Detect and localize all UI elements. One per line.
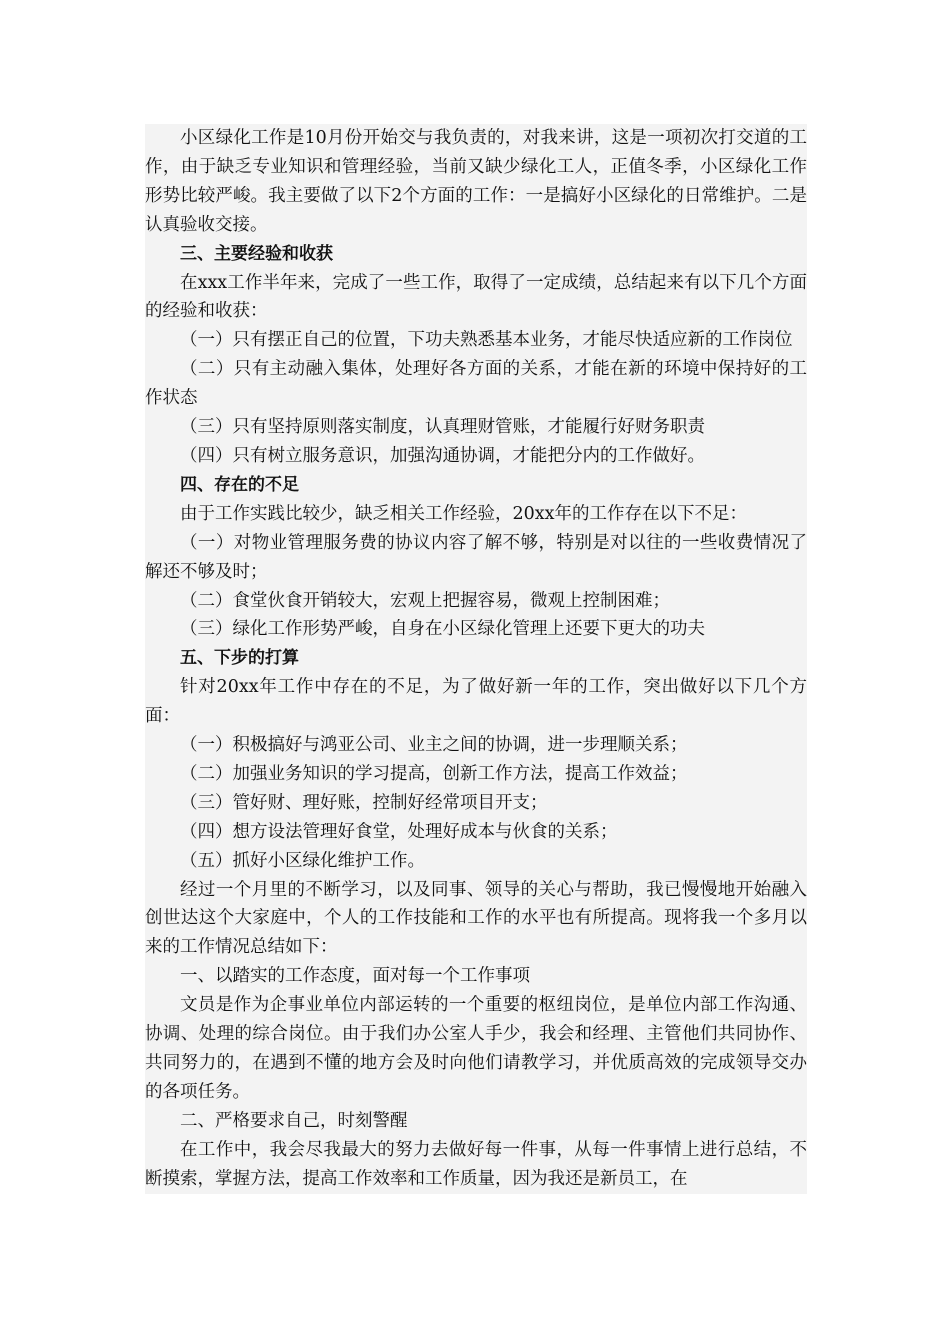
paragraph: 小区绿化工作是10月份开始交与我负责的，对我来讲，这是一项初次打交道的工作，由于缺乏专业知识和管理经验，当前又缺少绿化工人，正值冬季，小区绿化工作形势比较严峻。我主要做了以下2个方面的工作：一是搞好小区绿化的日常维护。二是认真验收交接。 xyxy=(145,128,807,235)
paragraph: 在xxx工作半年来，完成了一些工作，取得了一定成绩，总结起来有以下几个方面的经验和收获： xyxy=(145,272,807,322)
subheading-paragraph: 二、严格要求自己，时刻警醒 xyxy=(180,1110,408,1131)
paragraph: 经过一个月里的不断学习，以及同事、领导的关心与帮助，我已慢慢地开始融入创世达这个大家庭中，个人的工作技能和工作的水平也有所提高。现将我一个多月以来的工作情况总结如下： xyxy=(145,879,807,958)
section-heading: 四、存在的不足 xyxy=(180,474,299,495)
list-item: （一）对物业管理服务费的协议内容了解不够，特别是对以往的一些收费情况了解还不够及时； xyxy=(145,532,807,582)
section-heading: 三、主要经验和收获 xyxy=(180,243,333,264)
list-item: （二）只有主动融入集体，处理好各方面的关系，才能在新的环境中保持好的工作状态 xyxy=(145,359,807,409)
paragraph: 由于工作实践比较少，缺乏相关工作经验，20xx年的工作存在以下不足： xyxy=(180,503,748,524)
list-item: （四）想方设法管理好食堂，处理好成本与伙食的关系； xyxy=(180,821,618,842)
list-item: （四）只有树立服务意识，加强沟通协调，才能把分内的工作做好。 xyxy=(180,445,705,466)
list-item: （三）绿化工作形势严峻，自身在小区绿化管理上还要下更大的功夫 xyxy=(180,619,705,640)
subheading-paragraph: 一、以踏实的工作态度，面对每一个工作事项 xyxy=(180,966,530,987)
list-item: （二）加强业务知识的学习提高，创新工作方法，提高工作效益； xyxy=(180,763,688,784)
list-item: （二）食堂伙食开销较大，宏观上把握容易，微观上控制困难； xyxy=(180,590,670,611)
document-body xyxy=(145,124,807,1194)
list-item: （三）只有坚持原则落实制度，认真理财管账，才能履行好财务职责 xyxy=(180,417,705,438)
paragraph: 针对20xx年工作中存在的不足，为了做好新一年的工作，突出做好以下几个方面： xyxy=(145,677,807,727)
paragraph: 在工作中，我会尽我最大的努力去做好每一件事，从每一件事情上进行总结，不断摸索，掌握方法，提高工作效率和工作质量，因为我还是新员工，在 xyxy=(145,1139,807,1189)
list-item: （一）只有摆正自己的位置，下功夫熟悉基本业务，才能尽快适应新的工作岗位 xyxy=(180,330,793,351)
list-item: （一）积极搞好与鸿亚公司、业主之间的协调，进一步理顺关系； xyxy=(180,735,688,756)
section-heading: 五、下步的打算 xyxy=(180,648,299,669)
list-item: （三）管好财、理好账，控制好经常项目开支； xyxy=(180,792,548,813)
list-item: （五）抓好小区绿化维护工作。 xyxy=(180,850,425,871)
paragraph: 文员是作为企事业单位内部运转的一个重要的枢纽岗位，是单位内部工作沟通、协调、处理的综合岗位。由于我们办公室人手少，我会和经理、主管他们共同协作、共同努力的，在遇到不懂的地方会及时向他们请教学习，并优质高效的完成领导交办的各项任务。 xyxy=(145,995,807,1102)
